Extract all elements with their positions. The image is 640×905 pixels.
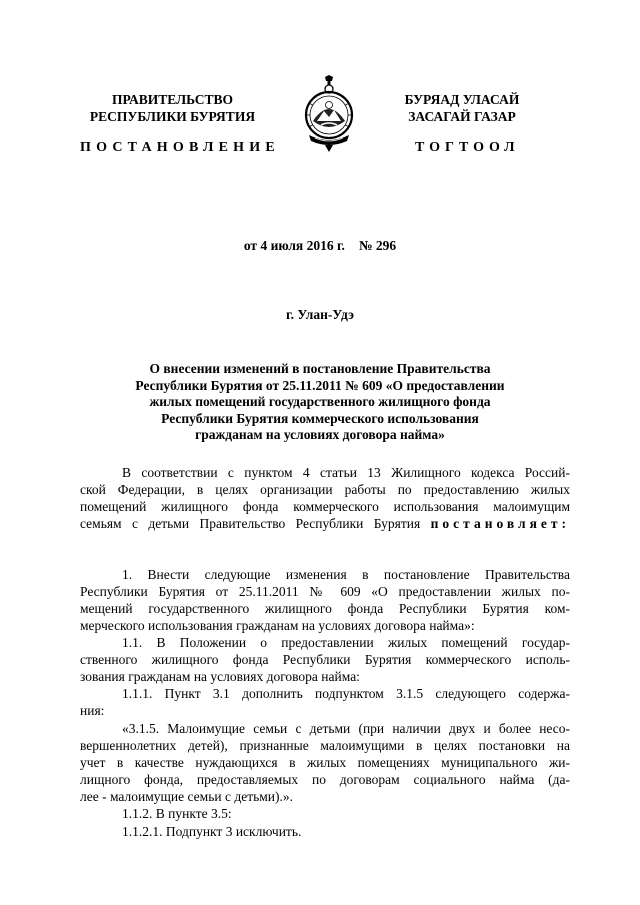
text-line [80, 515, 570, 532]
text-line: зования гражданам на условиях договора найма: [80, 669, 360, 684]
item-1-1-2-1-paragraph [80, 823, 570, 840]
title-line: О внесении изменений в постановление Правительства [149, 361, 491, 376]
text-line: помещений жилищного фонда коммерческого использования малоимущим [80, 499, 570, 514]
header-left-line2: РЕСПУБЛИКИ БУРЯТИЯ [89, 109, 256, 124]
title-line: гражданам на условиях договора найма» [195, 427, 445, 442]
title-line: Республики Бурятия коммерческого использования [161, 410, 479, 426]
date-number-line [0, 238, 640, 254]
header-right-line2: ЗАСАГАЙ ГАЗАР [408, 109, 516, 124]
document-number: № 296 [358, 238, 397, 253]
text-line: лее - малоимущие семьи с детьми).». [80, 789, 294, 804]
doctype-right: ТОГТООЛ [415, 140, 520, 155]
preamble-text: семьям с детьми Правительство Республики Бурятия [80, 516, 431, 531]
text-line: вершеннолетних детей), признанные малоимущими в целях постановки на [80, 738, 570, 753]
text-line: лищного фонда, предоставляемых по договорам социального найма (да- [80, 772, 570, 787]
preamble-paragraph [80, 464, 570, 532]
text-line: 1.1.2. В пункте 3.5: [122, 806, 232, 821]
resolves-word: постановляет: [430, 516, 570, 531]
item-1-1-1-paragraph [80, 685, 570, 719]
text-line: 1.1.1. Пункт 3.1 дополнить подпунктом 3.1.5 следующего содержа- [122, 686, 570, 701]
item-1-1-2-paragraph [80, 805, 570, 822]
header-left-line1: ПРАВИТЕЛЬСТВО [111, 92, 233, 107]
text-line: ния: [80, 703, 105, 718]
document-date: от 4 июля 2016 г. [243, 238, 345, 253]
text-line: ственного жилищного фонда Республики Бурятия коммерческого исполь- [80, 652, 570, 667]
item-1-1-paragraph [80, 634, 570, 685]
text-line: 1.1. В Положении о предоставлении жилых помещений государ- [122, 635, 570, 650]
text-line: 1.1.2.1. Подпункт 3 исключить. [122, 824, 302, 839]
doctype-left: ПОСТАНОВЛЕНИЕ [80, 140, 280, 155]
text-line: мещений государственного жилищного фонда Республики Бурятия ком- [80, 601, 570, 616]
item-1-paragraph [80, 566, 570, 634]
document-title [110, 361, 530, 444]
quoted-paragraph [80, 720, 570, 805]
text-line: 1. Внести следующие изменения в постановление Правительства [122, 567, 570, 582]
header-left [80, 91, 265, 125]
text-line: В соответствии с пунктом 4 статьи 13 Жилищного кодекса Россий- [122, 465, 570, 480]
city: г. Улан-Удэ [286, 307, 354, 322]
coat-of-arms-emblem [301, 75, 357, 153]
text-line: «3.1.5. Малоимущие семьи с детьми (при наличии двух и более несо- [122, 721, 570, 736]
text-line: учет в качестве нуждающихся в жилых помещениях муниципального жи- [80, 755, 570, 770]
text-line: ской Федерации, в целях организации работы по предоставлению жилых [80, 482, 570, 497]
title-line: Республики Бурятия от 25.11.2011 № 609 «О предоставлении [135, 377, 505, 393]
text-line: Республики Бурятия от 25.11.2011 № 609 «О предоставлении жилых по- [80, 584, 570, 599]
title-line: жилых помещений государственного жилищного фонда [149, 394, 491, 409]
header-right-line1: БУРЯАД УЛАСАЙ [404, 92, 520, 107]
text-line: мерческого использования гражданам на условиях договора найма»: [80, 618, 475, 633]
header-right [382, 91, 542, 125]
